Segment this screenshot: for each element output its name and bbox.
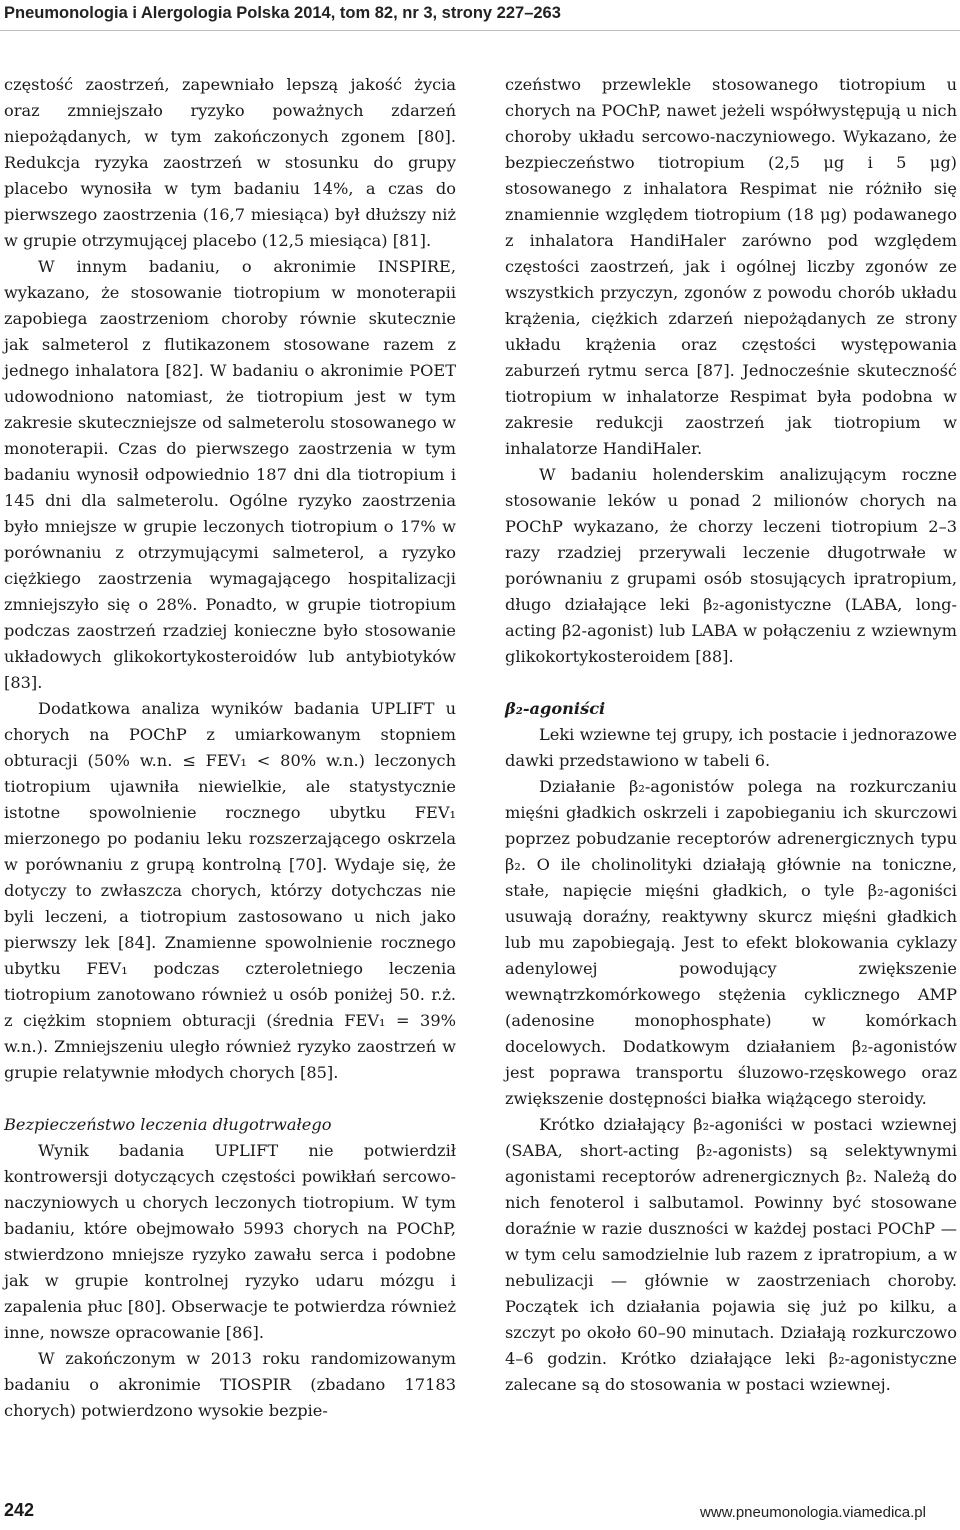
paragraph: Leki wziewne tej grupy, ich postacie i jednorazowe dawki przedstawiono w tabeli 6.	[505, 725, 957, 770]
section-heading: β₂-agoniści	[505, 699, 606, 718]
paragraph: W zakończonym w 2013 roku randomizowanym badaniu o akronimie TIOSPIR (zbadano 17183 chorych) potwierdzono wysokie bezpie-	[4, 1349, 456, 1420]
journal-citation: Pneumonologia i Alergologia Polska 2014, tom 82, nr 3, strony 227–263	[4, 4, 561, 22]
paragraph: Wynik badania UPLIFT nie potwierdził kontrowersji dotyczących częstości powikłań sercowo-naczyniowych u chorych leczonych tiotropium. W tym badaniu, które obejmowało 5993 chorych na POChP, stwierdzono mniejsze ryzyko zawału serca i podobne jak w grupie kontrolnej ryzyko udaru mózgu i zapalenia płuc [80]. Obserwacje te potwierdza również inne, nowsze opracowanie [86].	[4, 1141, 456, 1342]
paragraph: czeństwo przewlekle stosowanego tiotropium u chorych na POChP, nawet jeżeli współwystępują u nich choroby układu sercowo-naczyniowego. Wykazano, że bezpieczeństwo tiotropium (2,5 μg i 5 μg) stosowanego z inhalatora Respimat nie różniło się znamiennie względem tiotropium (18 μg) podawanego z inhalatora HandiHaler zarówno pod względem częstości zaostrzeń, jak i ogólnej liczby zgonów ze wszystkich przyczyn, zgonów z powodu chorób układu krążenia, ciężkich zdarzeń niepożądanych ze strony układu krążenia oraz częstości występowania zaburzeń rytmu serca [87]. Jednocześnie skuteczność tiotropium w inhalatorze Respimat była podobna w zakresie redukcji zaostrzeń jak tiotropium w inhalatorze HandiHaler.	[505, 75, 957, 458]
page-number: 242	[4, 1500, 35, 1520]
paragraph: częstość zaostrzeń, zapewniało lepszą jakość życia oraz zmniejszało ryzyko poważnych zdarzeń niepożądanych, w tym zakończonych zgonem [80]. Redukcja ryzyka zaostrzeń w stosunku do grupy placebo wynosiła w tym badaniu 14%, a czas do pierwszego zaostrzenia (16,7 miesiąca) był dłuższy niż w grupie otrzymującej placebo (12,5 miesiąca) [81].	[4, 75, 456, 250]
section-heading: Bezpieczeństwo leczenia długotrwałego	[4, 1115, 332, 1134]
running-header	[0, 0, 960, 31]
journal-url[interactable]: www.pneumonologia.viamedica.pl	[700, 1504, 926, 1521]
paragraph: Krótko działający β₂-agoniści w postaci wziewnej (SABA, short-acting β₂-agonists) są selektywnymi agonistami receptorów adrenergicznych β₂. Należą do nich fenoterol i salbutamol. Powinny być stosowane doraźnie w razie duszności w każdej postaci POChP — w tym celu samodzielnie lub razem z ipratropium, a w nebulizacji — głównie w zaostrzeniach choroby. Początek ich działania pojawia się już po kilku, a szczyt po około 60–90 minutach. Działają rozkurczowo 4–6 godzin. Krótko działające leki β₂-agonistyczne zalecane są do stosowania w postaci wziewnej.	[505, 1115, 957, 1394]
paragraph: W innym badaniu, o akronimie INSPIRE, wykazano, że stosowanie tiotropium w monoterapii zapobiega zaostrzeniom choroby równie skutecznie jak salmeterol z flutikazonem stosowane razem z jednego inhalatora [82]. W badaniu o akronimie POET udowodniono natomiast, że tiotropium jest w tym zakresie skuteczniejsze od salmeterolu stosowanego w monoterapii. Czas do pierwszego zaostrzenia w tym badaniu wynosił odpowiednio 187 dni dla tiotropium i 145 dni dla salmeterolu. Ogólne ryzyko zaostrzenia było mniejsze w grupie leczonych tiotropium o 17% w porównaniu z otrzymującymi salmeterol, a ryzyko ciężkiego zaostrzenia wymagającego hospitalizacji zmniejszyło się o 28%. Ponadto, w grupie tiotropium podczas zaostrzeń rzadziej konieczne było stosowanie układowych glikokortykosteroidów lub antybiotyków [83].	[4, 257, 456, 692]
right-column	[505, 72, 957, 1398]
paragraph: Działanie β₂-agonistów polega na rozkurczaniu mięśni gładkich oskrzeli i zapobieganiu ich skurczowi poprzez pobudzanie receptorów adrenergicznych typu β₂. O ile cholinolityki działają głównie na toniczne, stałe, napięcie mięśni gładkich, o tyle β₂-agoniści usuwają doraźny, reaktywny skurcz mięśni gładkich lub mu zapobiegają. Jest to efekt blokowania cyklazy adenylowej powodujący zwiększenie wewnątrzkomórkowego stężenia cyklicznego AMP (adenosine monophosphate) w komórkach docelowych. Dodatkowym działaniem β₂-agonistów jest poprawa transportu śluzowo-rzęskowego oraz zwiększenie dostępności białka wiążącego steroidy.	[505, 777, 957, 1108]
paragraph: Dodatkowa analiza wyników badania UPLIFT u chorych na POChP z umiarkowanym stopniem obturacji (50% w.n. ≤ FEV₁ < 80% w.n.) leczonych tiotropium ujawniła niewielkie, ale statystycznie istotne spowolnienie rocznego ubytku FEV₁ mierzonego po podaniu leku rozszerzającego oskrzela w porównaniu z grupą kontrolną [70]. Wydaje się, że dotyczy to zwłaszcza chorych, którzy dotychczas nie byli leczeni, a tiotropium zastosowano u nich jako pierwszy lek [84]. Znamienne spowolnienie rocznego ubytku FEV₁ podczas czteroletniego leczenia tiotropium zanotowano również u osób poniżej 50. r.ż. z ciężkim stopniem obturacji (średnia FEV₁ = 39% w.n.). Zmniejszeniu uległo również ryzyko zaostrzeń w grupie relatywnie młodych chorych [85].	[4, 699, 456, 1082]
paragraph: W badaniu holenderskim analizującym roczne stosowanie leków u ponad 2 milionów chorych na POChP wykazano, że chorzy leczeni tiotropium 2–3 razy rzadziej przerywali leczenie długotrwałe w porównaniu z grupami osób stosujących ipratropium, długo działające leki β₂-agonistyczne (LABA, long-acting β2-agonist) lub LABA w połączeniu z wziewnym glikokortykosteroidem [88].	[505, 465, 957, 666]
left-column	[4, 72, 456, 1424]
